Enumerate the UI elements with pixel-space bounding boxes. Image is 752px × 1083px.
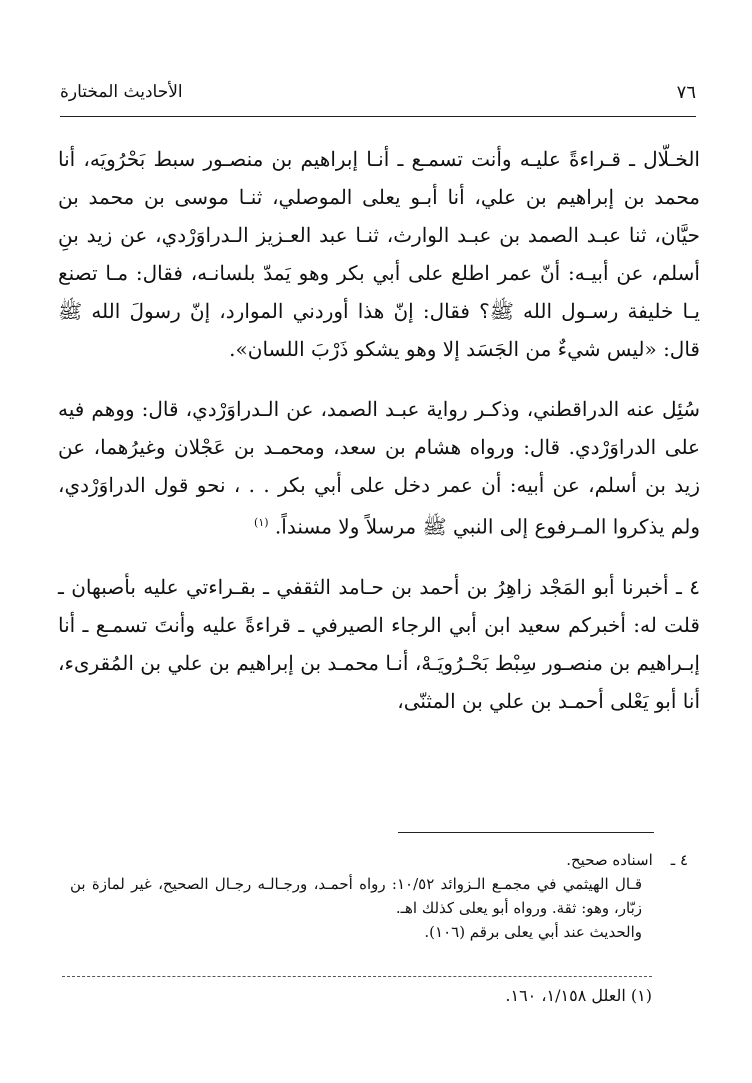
- endnote: (١) العلل ١/١٥٨، ١٦٠.: [505, 986, 652, 1005]
- paragraph-hadith-3-text: الخـلّال ـ قـراءةً عليـه وأنت تسمـع ـ أنـا إبراهيم بن منصـور سبط بَحْرُويَه، أنا محمد بن إبراهيم بن علي، أنا أبـو يعلى الموصلي، ثنـا موسى بن محمد بن حيَّان، ثنا عبـد الصمد بن عبـد الوارث، ثنـا عبد العـزيز الـدراوَرْدي، عن زيد بنِ أسلم، عن أبيـه: أنّ عمر اطلع على أبي بكر وهو يَمدّ بلسانـه، فقال: مـا تصنع يـا خليفة رسـول الله ﷺ؟ فقال: إنّ هذا أوردني الموارد، إنّ رسولَ الله ﷺ قال: «ليس شيءٌ من الجَسَد إلا وهو يشكو ذَرْبَ اللسان».: [58, 147, 700, 361]
- footnote-heading: [70, 848, 688, 872]
- header-rule: [60, 116, 696, 117]
- footnotes: [70, 848, 688, 944]
- main-text: [58, 140, 700, 742]
- paragraph-daraqutni-note: [58, 390, 700, 546]
- paragraph-daraqutni-text: سُئِل عنه الدراقطني، وذكـر رواية عبـد الصمد، عن الـدراوَرْدي، قال: ووهم فيه على الدراوَرْدي. قال: ورواه هشام بن سعد، ومحمـد بن عَجْلان وغيرُهما، عن زيد بن أسلم، عن أبيه: أن عمر دخل على أبي بكر . . ، نحو قول الدراوَرْدي، ولم يذكروا المـرفوع إلى النبي ﷺ مرسلاً ولا مسنداً.: [58, 397, 700, 539]
- running-title: الأحاديث المختارة: [60, 82, 183, 102]
- page-header: [60, 82, 696, 108]
- footnote-line-3: والحديث عند أبي يعلى برقم (١٠٦).: [424, 923, 642, 941]
- page-number: ٧٦: [676, 82, 696, 103]
- paragraph-hadith-4-text: ٤ ـ أخبرنا أبو المَجْد زاهِرُ بن أحمد بن حـامد الثقفي ـ بقـراءتي عليه بأصبهان ـ قلت له: أخبركم سعيد ابن أبي الرجاء الصيرفي ـ قراءةً عليه وأنتَ تسمـع ـ أنا إبـراهيم بن منصـور سِبْط بَحْـرُويَـهْ، أنـا محمـد بن إبراهيم بن علي بن المُقرىء، أنا أبو يَعْلى أحمـد بن علي بن المثنّى،: [58, 574, 700, 713]
- footnote-line-2: قـال الهيثمي في مجمـع الـزوائد ١٠/٥٢: رواه أحمـد، ورجـالـه رجـال الصحيح، غير لمازة بن زبّار، وهو: ثقة. ورواه أبو يعلى كذلك اهـ.: [70, 875, 642, 917]
- footnote-separator: [398, 832, 654, 833]
- footnote-number: ٤ ـ: [670, 851, 688, 869]
- footnote-marker: (١): [254, 516, 269, 529]
- footnote-line-1: اسناده صحيح.: [566, 851, 653, 869]
- endnote-separator: [62, 976, 652, 977]
